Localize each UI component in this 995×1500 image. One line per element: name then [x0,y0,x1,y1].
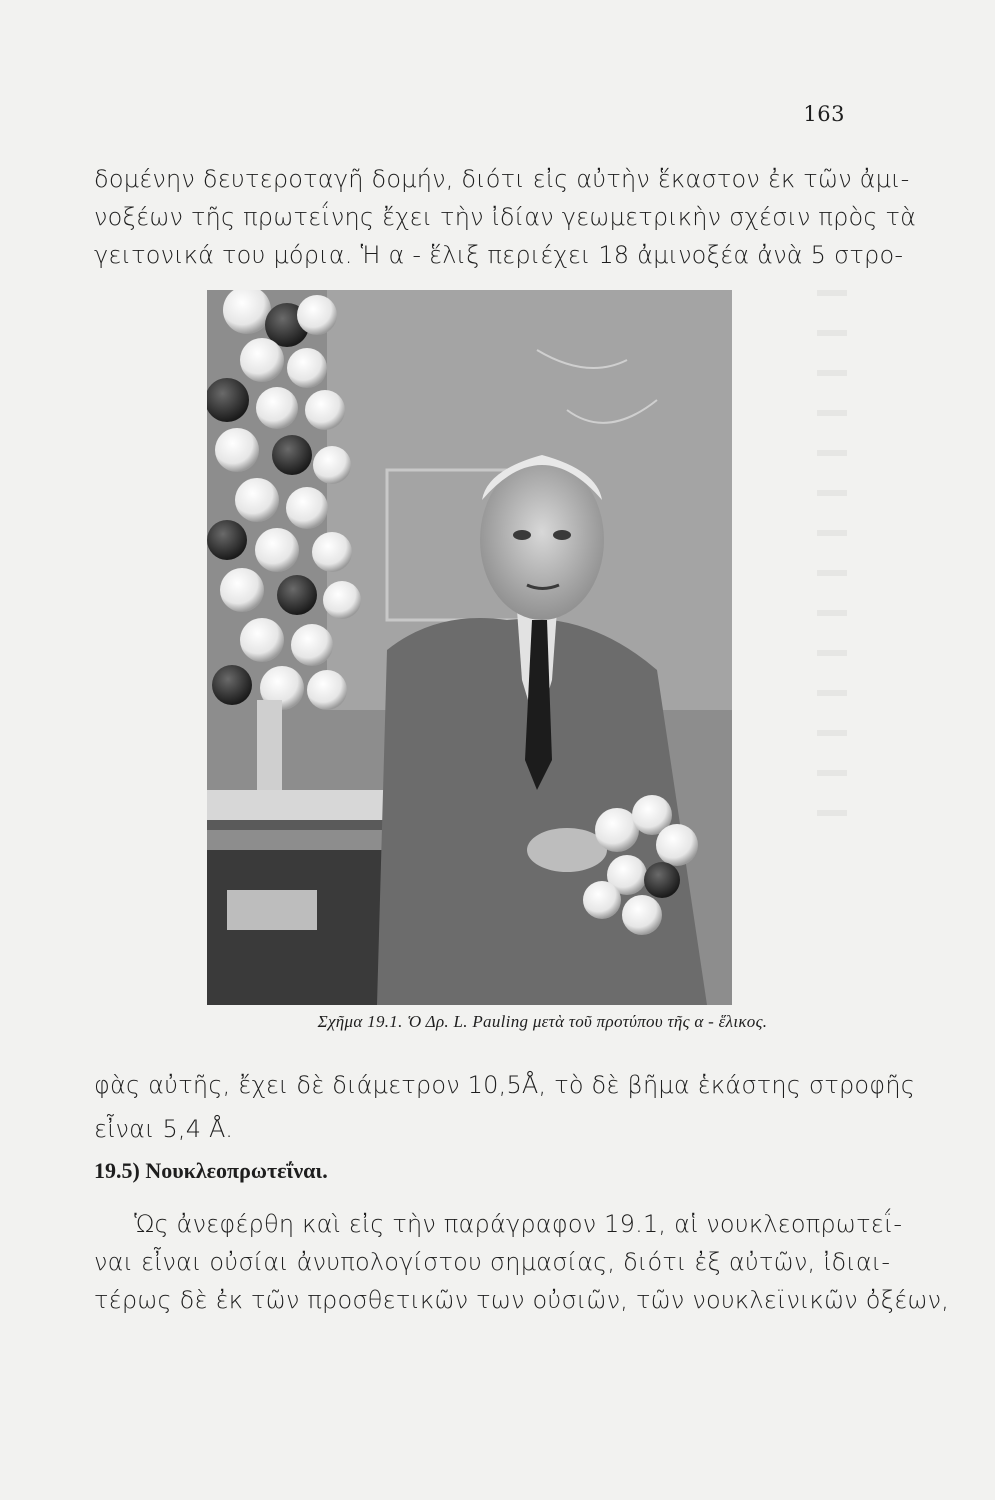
page-number: 163 [803,102,845,126]
text-line: Ὡς ἀνεφέρθη καὶ εἰς τὴν παράγραφον 19.1, αἱ νουκλεοπρωτεΐ- [134,1210,903,1238]
figure-caption: Σχῆμα 19.1. Ὁ Δρ. L. Pauling μετὰ τοῦ προτύπου τῆς α - ἕλικος. [317,1012,768,1031]
bleed-through-shadow [817,290,847,850]
text-line: εἶναι 5,4 Å. [94,1115,234,1143]
text-line: δομένην δευτεροταγῆ δομήν, διότι εἰς αὐτὴν ἕκαστον ἐκ τῶν ἀμι- [94,165,910,193]
after-figure-paragraph [94,1063,916,1151]
text-line: φὰς αὐτῆς, ἔχει δὲ διάμετρον 10,5Å, τὸ δὲ βῆμα ἑκάστης στροφῆς [94,1071,916,1099]
text-line: τέρως δὲ ἐκ τῶν προσθετικῶν των οὐσιῶν, τῶν νουκλεϊνικῶν ὀξέων, [94,1286,950,1314]
text-line: νοξέων τῆς πρωτεΐνης ἔχει τὴν ἰδίαν γεωμετρικὴν σχέσιν πρὸς τὰ [94,203,917,231]
text-line: γειτονικά του μόρια. Ἡ α - ἕλιξ περιέχει 18 ἀμινοξέα ἀνὰ 5 στρο- [94,241,904,269]
text-line: ναι εἶναι οὐσίαι ἀνυπολογίστου σημασίας, διότι ἐξ αὐτῶν, ἰδιαι- [94,1248,891,1276]
section-paragraph [94,1205,950,1319]
figure-photograph [207,290,732,1005]
section-heading: 19.5) Νουκλεοπρωτεΐναι. [94,1158,328,1183]
top-paragraph [94,160,917,274]
pauling-photo [207,290,732,1005]
